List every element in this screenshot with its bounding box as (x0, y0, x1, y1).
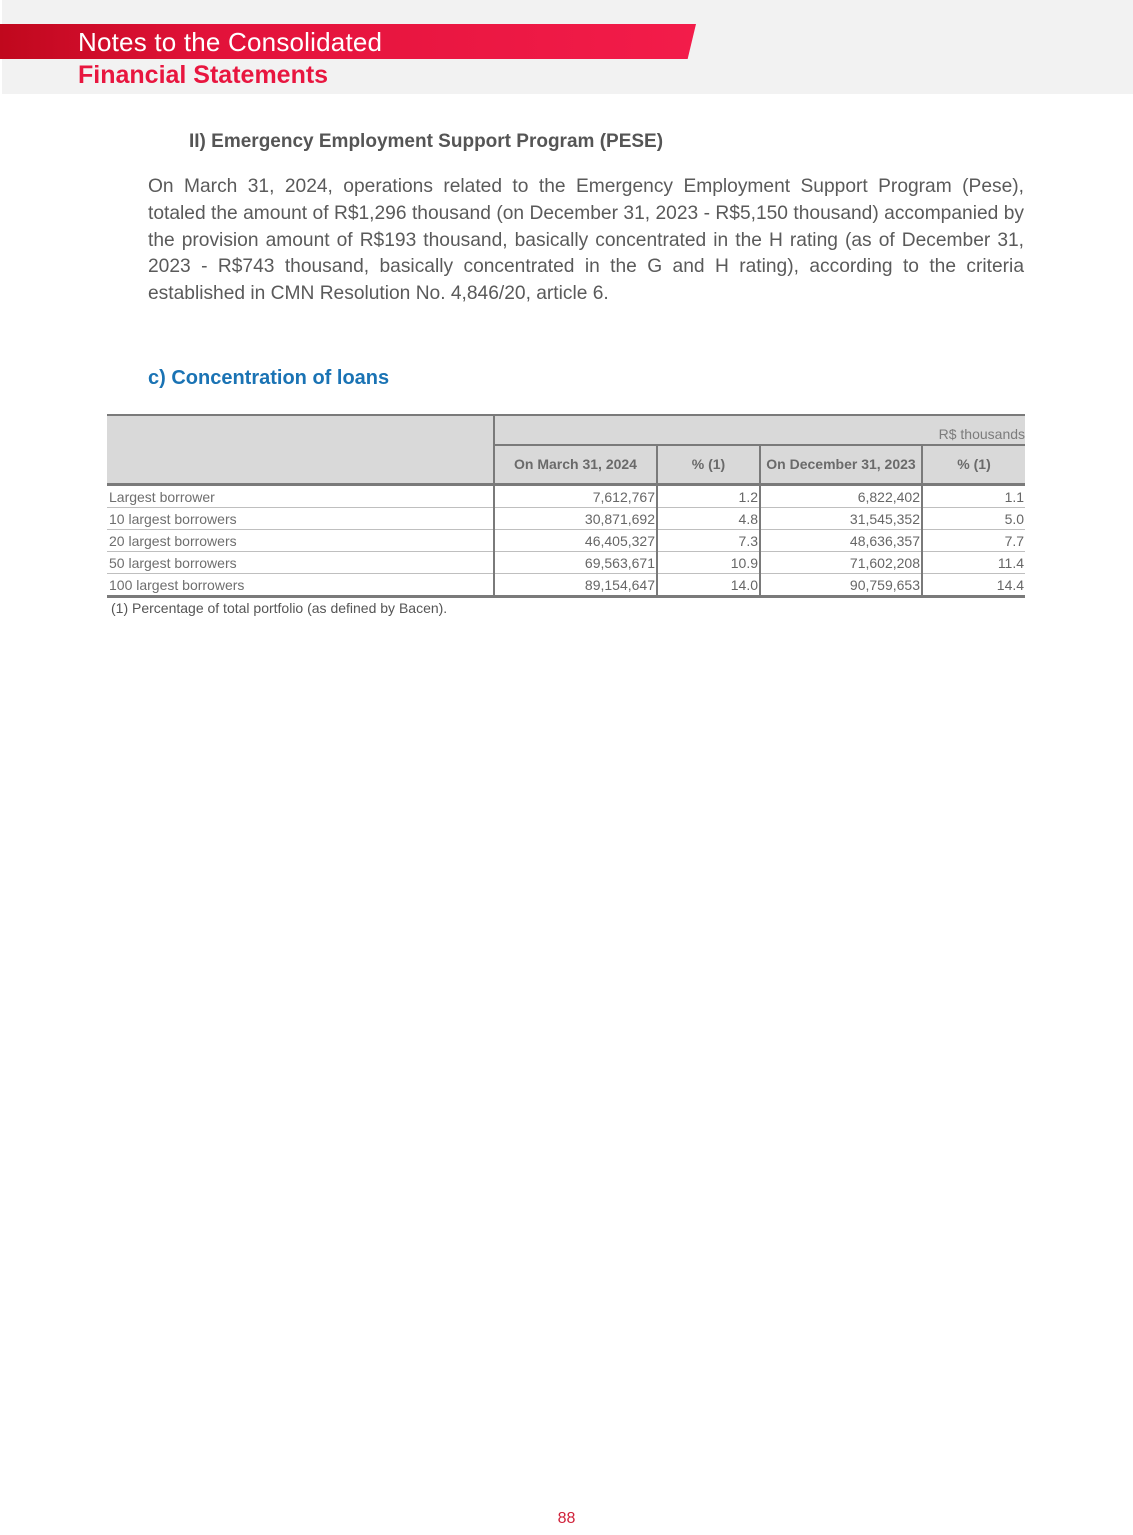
table-row (107, 508, 1025, 530)
column-header-mar-pct: % (1) (657, 445, 760, 485)
row-label: 50 largest borrowers (107, 552, 494, 574)
cell-mar-pct: 7.3 (657, 530, 760, 552)
cell-mar-2024: 30,871,692 (494, 508, 657, 530)
table-row (107, 552, 1025, 574)
section-heading: c) Concentration of loans (148, 367, 390, 389)
cell-dec-2023: 48,636,357 (760, 530, 922, 552)
table-units-label: R$ thousands (494, 415, 1025, 445)
table-row (107, 574, 1025, 597)
cell-mar-pct: 4.8 (657, 508, 760, 530)
table-row (107, 485, 1025, 508)
cell-mar-pct: 1.2 (657, 485, 760, 508)
cell-mar-2024: 46,405,327 (494, 530, 657, 552)
header-subtitle: Financial Statements (78, 61, 329, 89)
cell-dec-pct: 1.1 (922, 485, 1025, 508)
column-header-mar-2024: On March 31, 2024 (494, 445, 657, 485)
pese-paragraph: On March 31, 2024, operations related to the Emergency Employment Support Program (Pese), totaled the amount of R$1,296 thousand (on December 31, 2023 - R$5,150 thousand) accompanied by the provision amount of R$193 thousand, basically concentrated in the H rating (as of December 31, 2023 - R$743 thousand, basically concentrated in the G and H rating), according to the criteria established in CMN Resolution No. 4,846/20, article 6. (148, 176, 1024, 305)
cell-dec-pct: 7.7 (922, 530, 1025, 552)
column-header-dec-pct: % (1) (922, 445, 1025, 485)
cell-mar-2024: 7,612,767 (494, 485, 657, 508)
row-label: 10 largest borrowers (107, 508, 494, 530)
cell-mar-2024: 89,154,647 (494, 574, 657, 597)
cell-dec-pct: 5.0 (922, 508, 1025, 530)
subsection-heading: II) Emergency Employment Support Program (PESE) (189, 131, 664, 152)
cell-dec-pct: 11.4 (922, 552, 1025, 574)
header-title: Notes to the Consolidated (78, 27, 383, 57)
table-header-blank (107, 415, 494, 485)
cell-dec-2023: 31,545,352 (760, 508, 922, 530)
cell-mar-pct: 10.9 (657, 552, 760, 574)
column-header-dec-2023: On December 31, 2023 (760, 445, 922, 485)
loan-concentration-table (107, 414, 1025, 598)
cell-dec-2023: 71,602,208 (760, 552, 922, 574)
cell-dec-2023: 6,822,402 (760, 485, 922, 508)
row-label: 20 largest borrowers (107, 530, 494, 552)
cell-dec-2023: 90,759,653 (760, 574, 922, 597)
table-footnote: (1) Percentage of total portfolio (as defined by Bacen). (111, 600, 448, 616)
table-row (107, 530, 1025, 552)
cell-mar-pct: 14.0 (657, 574, 760, 597)
row-label: 100 largest borrowers (107, 574, 494, 597)
page-number: 88 (557, 1510, 576, 1527)
cell-mar-2024: 69,563,671 (494, 552, 657, 574)
row-label: Largest borrower (107, 485, 494, 508)
table-units-row (107, 415, 1025, 445)
cell-dec-pct: 14.4 (922, 574, 1025, 597)
